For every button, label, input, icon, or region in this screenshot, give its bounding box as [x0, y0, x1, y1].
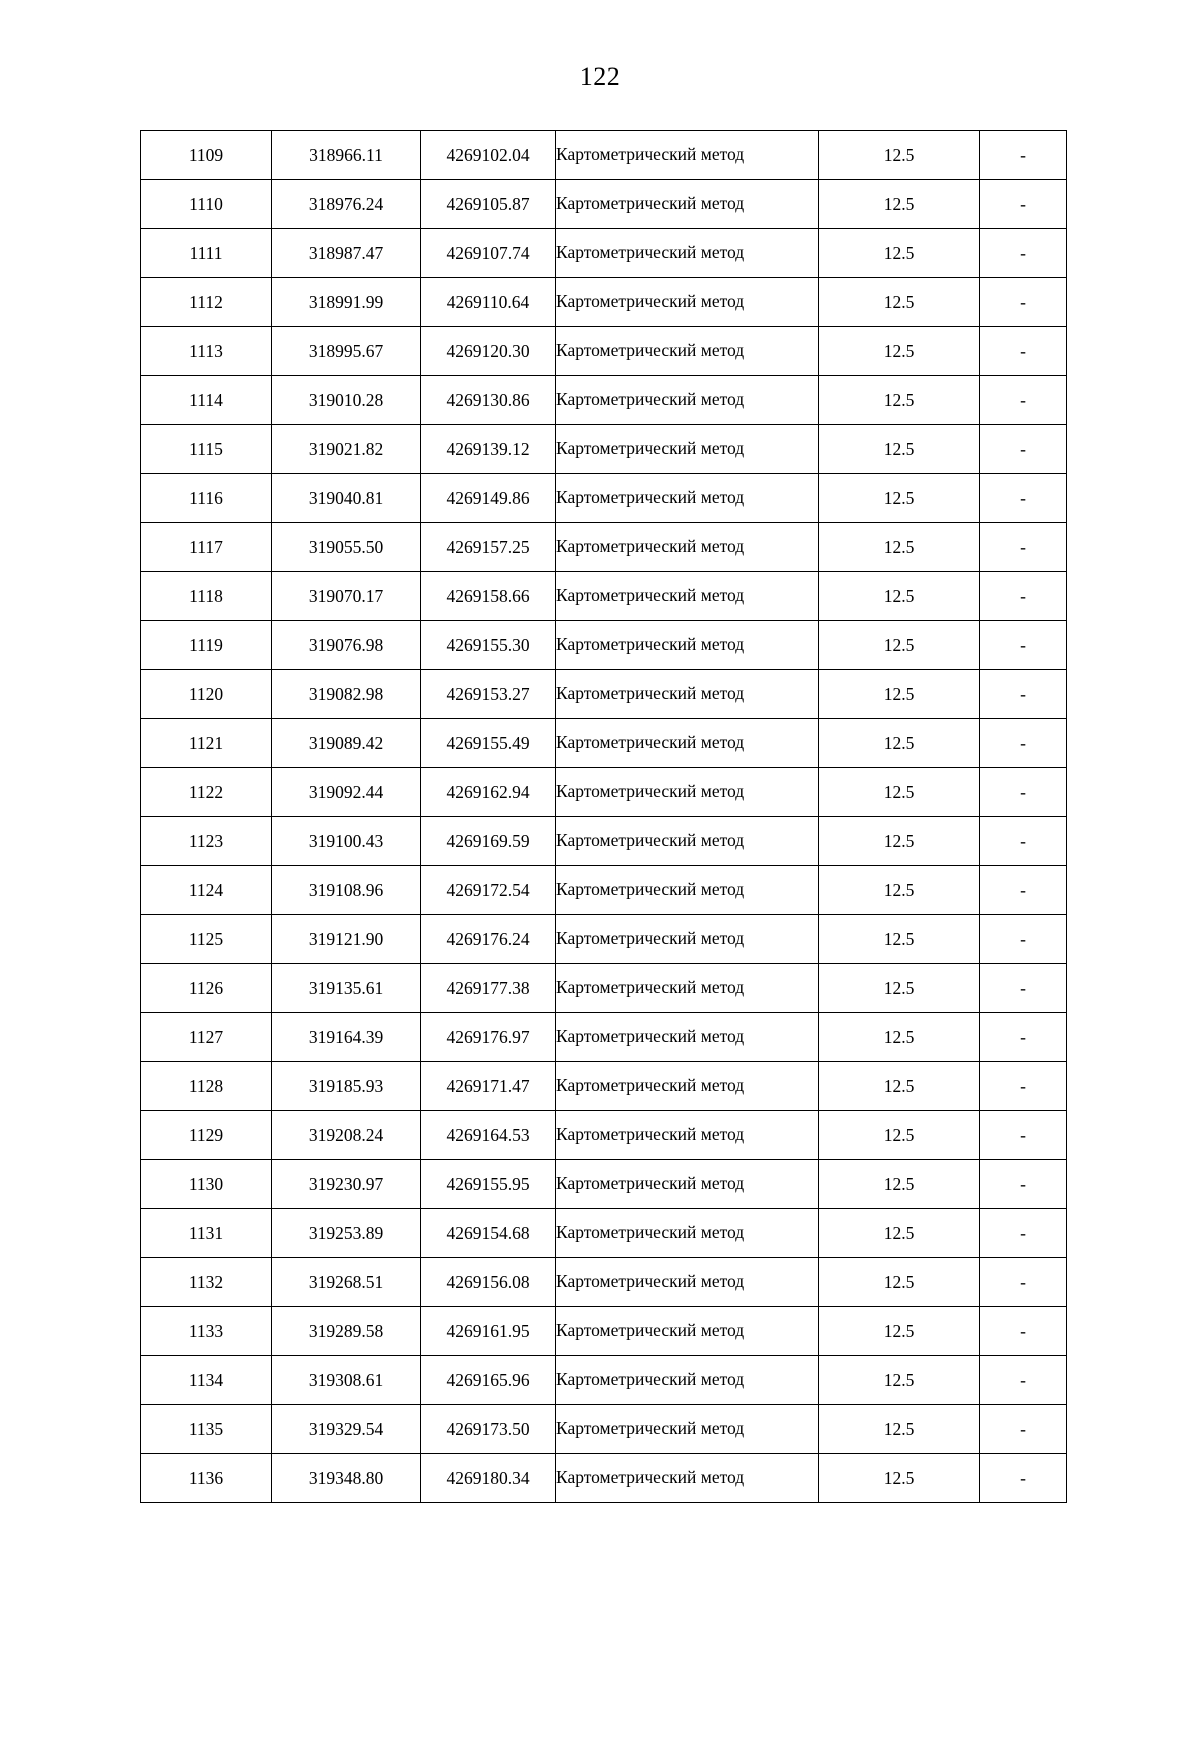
- cell-x-coordinate: 319164.39: [272, 1013, 421, 1062]
- cell-point-number: 1130: [141, 1160, 272, 1209]
- cell-point-number: 1123: [141, 817, 272, 866]
- cell-method: Картометрический метод: [556, 1013, 819, 1062]
- cell-x-coordinate: 319348.80: [272, 1454, 421, 1503]
- cell-x-coordinate: 319082.98: [272, 670, 421, 719]
- cell-method: Картометрический метод: [556, 1356, 819, 1405]
- cell-y-coordinate: 4269173.50: [421, 1405, 556, 1454]
- cell-x-coordinate: 318987.47: [272, 229, 421, 278]
- cell-point-number: 1112: [141, 278, 272, 327]
- cell-accuracy: 12.5: [819, 1062, 980, 1111]
- cell-x-coordinate: 319135.61: [272, 964, 421, 1013]
- cell-accuracy: 12.5: [819, 1405, 980, 1454]
- cell-point-number: 1117: [141, 523, 272, 572]
- table-row: [141, 670, 1067, 719]
- cell-point-number: 1118: [141, 572, 272, 621]
- table-row: [141, 278, 1067, 327]
- cell-y-coordinate: 4269157.25: [421, 523, 556, 572]
- cell-point-number: 1129: [141, 1111, 272, 1160]
- table-row: [141, 131, 1067, 180]
- cell-accuracy: 12.5: [819, 278, 980, 327]
- cell-note: -: [980, 1258, 1067, 1307]
- cell-y-coordinate: 4269171.47: [421, 1062, 556, 1111]
- cell-point-number: 1122: [141, 768, 272, 817]
- cell-point-number: 1132: [141, 1258, 272, 1307]
- cell-note: -: [980, 1209, 1067, 1258]
- cell-y-coordinate: 4269155.49: [421, 719, 556, 768]
- cell-note: -: [980, 866, 1067, 915]
- cell-note: -: [980, 768, 1067, 817]
- cell-note: -: [980, 1160, 1067, 1209]
- cell-note: -: [980, 1454, 1067, 1503]
- cell-note: -: [980, 719, 1067, 768]
- table-row: [141, 1454, 1067, 1503]
- cell-method: Картометрический метод: [556, 621, 819, 670]
- cell-x-coordinate: 318991.99: [272, 278, 421, 327]
- cell-note: -: [980, 327, 1067, 376]
- cell-note: -: [980, 1307, 1067, 1356]
- cell-x-coordinate: 319100.43: [272, 817, 421, 866]
- table-row: [141, 964, 1067, 1013]
- cell-method: Картометрический метод: [556, 817, 819, 866]
- cell-x-coordinate: 318976.24: [272, 180, 421, 229]
- cell-y-coordinate: 4269161.95: [421, 1307, 556, 1356]
- cell-point-number: 1136: [141, 1454, 272, 1503]
- cell-accuracy: 12.5: [819, 1307, 980, 1356]
- cell-x-coordinate: 319070.17: [272, 572, 421, 621]
- cell-x-coordinate: 319268.51: [272, 1258, 421, 1307]
- cell-point-number: 1109: [141, 131, 272, 180]
- cell-y-coordinate: 4269176.97: [421, 1013, 556, 1062]
- cell-method: Картометрический метод: [556, 1209, 819, 1258]
- cell-note: -: [980, 964, 1067, 1013]
- cell-y-coordinate: 4269165.96: [421, 1356, 556, 1405]
- cell-point-number: 1115: [141, 425, 272, 474]
- document-page: [0, 62, 1200, 1760]
- cell-y-coordinate: 4269110.64: [421, 278, 556, 327]
- table-row: [141, 1209, 1067, 1258]
- cell-y-coordinate: 4269172.54: [421, 866, 556, 915]
- cell-method: Картометрический метод: [556, 1258, 819, 1307]
- cell-accuracy: 12.5: [819, 621, 980, 670]
- cell-note: -: [980, 229, 1067, 278]
- cell-x-coordinate: 318966.11: [272, 131, 421, 180]
- cell-x-coordinate: 319185.93: [272, 1062, 421, 1111]
- cell-accuracy: 12.5: [819, 229, 980, 278]
- table-row: [141, 1356, 1067, 1405]
- cell-y-coordinate: 4269155.30: [421, 621, 556, 670]
- table-row: [141, 621, 1067, 670]
- cell-method: Картометрический метод: [556, 278, 819, 327]
- cell-note: -: [980, 915, 1067, 964]
- cell-y-coordinate: 4269156.08: [421, 1258, 556, 1307]
- cell-x-coordinate: 319329.54: [272, 1405, 421, 1454]
- cell-note: -: [980, 131, 1067, 180]
- cell-note: -: [980, 1405, 1067, 1454]
- cell-method: Картометрический метод: [556, 866, 819, 915]
- cell-accuracy: 12.5: [819, 719, 980, 768]
- coordinates-table-body: [141, 131, 1067, 1503]
- cell-accuracy: 12.5: [819, 817, 980, 866]
- table-row: [141, 1258, 1067, 1307]
- cell-accuracy: 12.5: [819, 1258, 980, 1307]
- cell-accuracy: 12.5: [819, 1356, 980, 1405]
- cell-method: Картометрический метод: [556, 474, 819, 523]
- cell-y-coordinate: 4269155.95: [421, 1160, 556, 1209]
- cell-method: Картометрический метод: [556, 915, 819, 964]
- table-row: [141, 229, 1067, 278]
- cell-method: Картометрический метод: [556, 376, 819, 425]
- cell-accuracy: 12.5: [819, 768, 980, 817]
- cell-point-number: 1111: [141, 229, 272, 278]
- cell-method: Картометрический метод: [556, 1062, 819, 1111]
- cell-point-number: 1114: [141, 376, 272, 425]
- cell-method: Картометрический метод: [556, 1160, 819, 1209]
- table-row: [141, 523, 1067, 572]
- table-row: [141, 817, 1067, 866]
- cell-y-coordinate: 4269180.34: [421, 1454, 556, 1503]
- table-row: [141, 915, 1067, 964]
- cell-point-number: 1131: [141, 1209, 272, 1258]
- cell-note: -: [980, 474, 1067, 523]
- cell-x-coordinate: 318995.67: [272, 327, 421, 376]
- cell-point-number: 1128: [141, 1062, 272, 1111]
- cell-y-coordinate: 4269162.94: [421, 768, 556, 817]
- cell-method: Картометрический метод: [556, 523, 819, 572]
- table-row: [141, 572, 1067, 621]
- cell-x-coordinate: 319253.89: [272, 1209, 421, 1258]
- cell-accuracy: 12.5: [819, 915, 980, 964]
- cell-note: -: [980, 1111, 1067, 1160]
- cell-method: Картометрический метод: [556, 1454, 819, 1503]
- cell-method: Картометрический метод: [556, 572, 819, 621]
- cell-note: -: [980, 1356, 1067, 1405]
- cell-accuracy: 12.5: [819, 523, 980, 572]
- cell-method: Картометрический метод: [556, 1111, 819, 1160]
- table-row: [141, 1062, 1067, 1111]
- cell-note: -: [980, 278, 1067, 327]
- cell-accuracy: 12.5: [819, 964, 980, 1013]
- table-row: [141, 1405, 1067, 1454]
- cell-point-number: 1119: [141, 621, 272, 670]
- cell-y-coordinate: 4269139.12: [421, 425, 556, 474]
- cell-point-number: 1124: [141, 866, 272, 915]
- cell-note: -: [980, 1062, 1067, 1111]
- cell-y-coordinate: 4269177.38: [421, 964, 556, 1013]
- cell-note: -: [980, 621, 1067, 670]
- cell-x-coordinate: 319289.58: [272, 1307, 421, 1356]
- cell-x-coordinate: 319230.97: [272, 1160, 421, 1209]
- cell-accuracy: 12.5: [819, 474, 980, 523]
- cell-method: Картометрический метод: [556, 1405, 819, 1454]
- cell-y-coordinate: 4269169.59: [421, 817, 556, 866]
- cell-accuracy: 12.5: [819, 572, 980, 621]
- cell-note: -: [980, 817, 1067, 866]
- cell-note: -: [980, 425, 1067, 474]
- cell-x-coordinate: 319021.82: [272, 425, 421, 474]
- cell-point-number: 1116: [141, 474, 272, 523]
- cell-accuracy: 12.5: [819, 1454, 980, 1503]
- table-row: [141, 1307, 1067, 1356]
- table-row: [141, 1013, 1067, 1062]
- cell-y-coordinate: 4269107.74: [421, 229, 556, 278]
- table-row: [141, 1160, 1067, 1209]
- cell-y-coordinate: 4269102.04: [421, 131, 556, 180]
- table-row: [141, 474, 1067, 523]
- cell-note: -: [980, 1013, 1067, 1062]
- cell-accuracy: 12.5: [819, 1111, 980, 1160]
- cell-y-coordinate: 4269105.87: [421, 180, 556, 229]
- cell-method: Картометрический метод: [556, 670, 819, 719]
- cell-x-coordinate: 319208.24: [272, 1111, 421, 1160]
- cell-note: -: [980, 572, 1067, 621]
- cell-x-coordinate: 319308.61: [272, 1356, 421, 1405]
- cell-note: -: [980, 670, 1067, 719]
- coordinates-table: [140, 130, 1067, 1503]
- cell-method: Картометрический метод: [556, 180, 819, 229]
- cell-method: Картометрический метод: [556, 768, 819, 817]
- cell-y-coordinate: 4269154.68: [421, 1209, 556, 1258]
- cell-method: Картометрический метод: [556, 425, 819, 474]
- cell-note: -: [980, 376, 1067, 425]
- cell-point-number: 1110: [141, 180, 272, 229]
- cell-y-coordinate: 4269164.53: [421, 1111, 556, 1160]
- cell-y-coordinate: 4269153.27: [421, 670, 556, 719]
- cell-method: Картометрический метод: [556, 1307, 819, 1356]
- cell-x-coordinate: 319121.90: [272, 915, 421, 964]
- table-row: [141, 768, 1067, 817]
- cell-note: -: [980, 523, 1067, 572]
- coordinates-table-container: [140, 130, 1060, 1503]
- cell-accuracy: 12.5: [819, 1209, 980, 1258]
- cell-x-coordinate: 319089.42: [272, 719, 421, 768]
- cell-accuracy: 12.5: [819, 1013, 980, 1062]
- cell-x-coordinate: 319040.81: [272, 474, 421, 523]
- cell-y-coordinate: 4269149.86: [421, 474, 556, 523]
- cell-y-coordinate: 4269176.24: [421, 915, 556, 964]
- cell-point-number: 1126: [141, 964, 272, 1013]
- cell-x-coordinate: 319055.50: [272, 523, 421, 572]
- cell-method: Картометрический метод: [556, 229, 819, 278]
- cell-x-coordinate: 319108.96: [272, 866, 421, 915]
- cell-point-number: 1121: [141, 719, 272, 768]
- cell-accuracy: 12.5: [819, 670, 980, 719]
- cell-method: Картометрический метод: [556, 964, 819, 1013]
- cell-point-number: 1135: [141, 1405, 272, 1454]
- cell-accuracy: 12.5: [819, 131, 980, 180]
- cell-x-coordinate: 319010.28: [272, 376, 421, 425]
- cell-accuracy: 12.5: [819, 425, 980, 474]
- cell-point-number: 1134: [141, 1356, 272, 1405]
- cell-note: -: [980, 180, 1067, 229]
- cell-y-coordinate: 4269130.86: [421, 376, 556, 425]
- table-row: [141, 719, 1067, 768]
- table-row: [141, 866, 1067, 915]
- cell-method: Картометрический метод: [556, 719, 819, 768]
- cell-accuracy: 12.5: [819, 376, 980, 425]
- cell-accuracy: 12.5: [819, 866, 980, 915]
- cell-method: Картометрический метод: [556, 327, 819, 376]
- table-row: [141, 327, 1067, 376]
- cell-x-coordinate: 319092.44: [272, 768, 421, 817]
- page-number: 122: [579, 62, 621, 91]
- cell-point-number: 1113: [141, 327, 272, 376]
- cell-x-coordinate: 319076.98: [272, 621, 421, 670]
- table-row: [141, 180, 1067, 229]
- cell-point-number: 1127: [141, 1013, 272, 1062]
- cell-y-coordinate: 4269120.30: [421, 327, 556, 376]
- table-row: [141, 376, 1067, 425]
- table-row: [141, 425, 1067, 474]
- cell-accuracy: 12.5: [819, 1160, 980, 1209]
- cell-method: Картометрический метод: [556, 131, 819, 180]
- table-row: [141, 1111, 1067, 1160]
- cell-point-number: 1125: [141, 915, 272, 964]
- cell-point-number: 1120: [141, 670, 272, 719]
- cell-accuracy: 12.5: [819, 180, 980, 229]
- cell-accuracy: 12.5: [819, 327, 980, 376]
- cell-y-coordinate: 4269158.66: [421, 572, 556, 621]
- cell-point-number: 1133: [141, 1307, 272, 1356]
